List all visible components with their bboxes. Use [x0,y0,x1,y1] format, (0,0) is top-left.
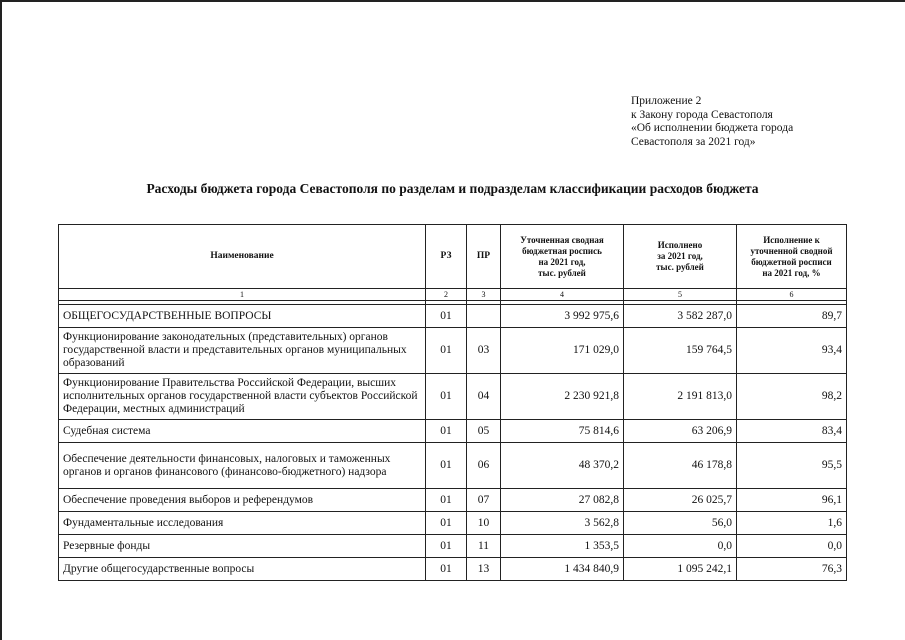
header-plan-line: Уточненная сводная [520,234,604,245]
row-name: Судебная система [59,420,426,443]
header-plan [501,225,624,289]
header-plan-line: тыс. рублей [538,267,586,278]
appendix-note [631,95,793,149]
row-plan: 48 370,2 [501,443,624,489]
header-exec-line: тыс. рублей [656,262,704,272]
row-pr: 07 [467,489,501,512]
row-name: Функционирование законодательных (представительных) органов государственной власти и представительных органов муниципальных образований [59,328,426,374]
column-number: 3 [467,289,501,301]
row-name: Обеспечение проведения выборов и референдумов [59,489,426,512]
row-pr: 11 [467,535,501,558]
row-name: Фундаментальные исследования [59,512,426,535]
table-header-row [59,225,847,289]
row-plan: 1 434 840,9 [501,558,624,581]
header-rz: РЗ [426,225,467,289]
column-number: 4 [501,289,624,301]
table-row [59,328,847,374]
row-pr: 06 [467,443,501,489]
row-rz: 01 [426,443,467,489]
column-number-row [59,289,847,301]
column-number: 6 [737,289,847,301]
row-rz: 01 [426,489,467,512]
page-edge-left [0,0,2,640]
table-row [59,305,847,328]
row-exec: 46 178,8 [624,443,737,489]
header-pct [737,225,847,289]
header-pct-line: Исполнение к [763,234,820,245]
row-name: ОБЩЕГОСУДАРСТВЕННЫЕ ВОПРОСЫ [59,305,426,328]
row-pct: 0,0 [737,535,847,558]
row-rz: 01 [426,374,467,420]
row-rz: 01 [426,328,467,374]
header-pct-line: уточненной сводной [750,245,833,256]
row-plan: 2 230 921,8 [501,374,624,420]
table-row [59,420,847,443]
row-pct: 93,4 [737,328,847,374]
row-name: Функционирование Правительства Российской Федерации, высших исполнительных органов государственной власти субъектов Российской Федерации, местных администраций [59,374,426,420]
appendix-line-3: «Об исполнении бюджета города [631,122,794,134]
row-name: Резервные фонды [59,535,426,558]
row-exec: 3 582 287,0 [624,305,737,328]
row-rz: 01 [426,512,467,535]
table-row [59,374,847,420]
row-name: Другие общегосударственные вопросы [59,558,426,581]
header-plan-line: на 2021 год, [538,256,586,267]
header-plan-line: бюджетная роспись [522,245,602,256]
row-pr: 10 [467,512,501,535]
row-exec: 56,0 [624,512,737,535]
row-pct: 1,6 [737,512,847,535]
table-row [59,443,847,489]
row-exec: 2 191 813,0 [624,374,737,420]
table-row [59,512,847,535]
row-exec: 63 206,9 [624,420,737,443]
table-row [59,489,847,512]
budget-table [58,224,847,581]
row-exec: 26 025,7 [624,489,737,512]
row-pct: 96,1 [737,489,847,512]
appendix-line-4: Севастополя за 2021 год» [631,135,756,148]
table-row [59,558,847,581]
page-edge-top [0,0,905,2]
header-pct-line: бюджетной росписи [751,256,832,267]
appendix-line-2: к Закону города Севастополя [631,108,773,121]
column-number: 5 [624,289,737,301]
column-number: 2 [426,289,467,301]
row-plan: 3 992 975,6 [501,305,624,328]
row-plan: 75 814,6 [501,420,624,443]
row-pr: 05 [467,420,501,443]
row-pr: 03 [467,328,501,374]
row-rz: 01 [426,558,467,581]
header-pct-line: на 2021 год, % [762,267,821,278]
row-plan: 27 082,8 [501,489,624,512]
row-exec: 0,0 [624,535,737,558]
row-exec: 159 764,5 [624,328,737,374]
row-rz: 01 [426,420,467,443]
row-pct: 83,4 [737,420,847,443]
header-pr: ПР [467,225,501,289]
row-pr: 04 [467,374,501,420]
row-pct: 98,2 [737,374,847,420]
header-name: Наименование [59,225,426,289]
header-exec-line: Исполнено [657,240,703,250]
row-pct: 76,3 [737,558,847,581]
row-plan: 171 029,0 [501,328,624,374]
column-number: 1 [59,289,426,301]
row-pct: 89,7 [737,305,847,328]
header-exec [624,225,737,289]
row-pr: 13 [467,558,501,581]
header-exec-line: за 2021 год, [657,251,703,261]
row-rz: 01 [426,535,467,558]
row-plan: 1 353,5 [501,535,624,558]
row-name: Обеспечение деятельности финансовых, налоговых и таможенных органов и органов финансового (финансово-бюджетного) надзора [59,443,426,489]
appendix-line-1: Приложение 2 [631,95,702,107]
row-pr [467,305,501,328]
row-rz: 01 [426,305,467,328]
table-row [59,535,847,558]
document-title: Расходы бюджета города Севастополя по разделам и подразделам классификации расходов бюджета [146,181,759,196]
row-exec: 1 095 242,1 [624,558,737,581]
row-plan: 3 562,8 [501,512,624,535]
row-pct: 95,5 [737,443,847,489]
